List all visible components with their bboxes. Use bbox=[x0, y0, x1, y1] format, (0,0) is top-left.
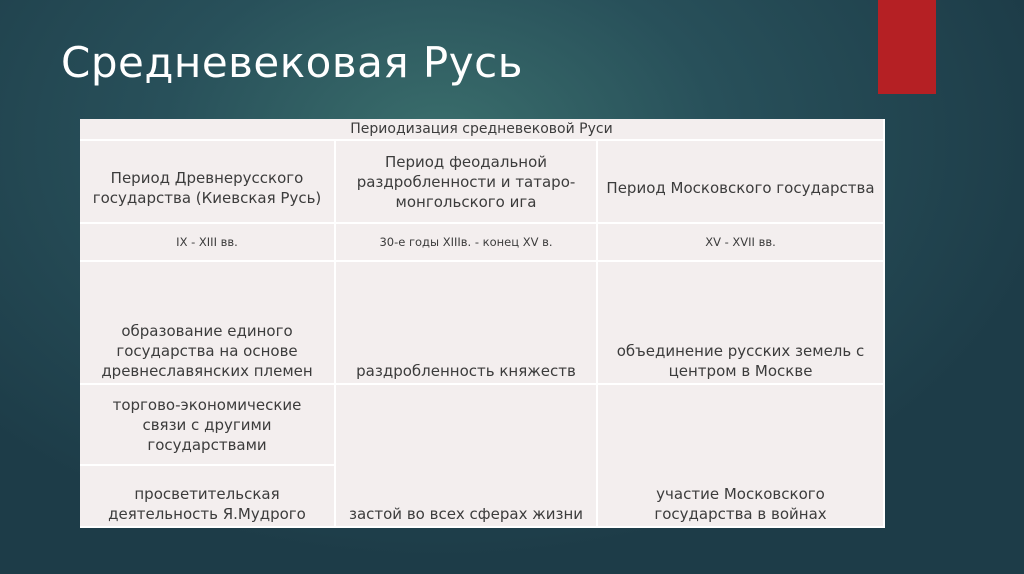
red-accent-bar bbox=[878, 0, 936, 94]
dates-moscow-cell bbox=[598, 224, 885, 262]
feature-kiev-3-cell bbox=[80, 466, 336, 528]
feature-moscow-wars: участие Московского государства в войнах bbox=[654, 485, 827, 523]
periodization-table bbox=[80, 119, 885, 528]
feature-kiev-enlightenment: просветительская деятельность Я.Мудрого bbox=[108, 485, 306, 523]
period-feudal-cell bbox=[336, 141, 598, 224]
period-feudal: Период феодальной раздробленности и татаро-монгольского ига bbox=[356, 152, 576, 211]
feature-feudal-1-cell bbox=[336, 262, 598, 385]
period-moscow: Период Московского государства bbox=[606, 178, 875, 197]
feature-kiev-trade: торгово-экономические связи с другими государствами bbox=[112, 395, 302, 454]
dates-kiev: IX - XIII вв. bbox=[176, 235, 238, 249]
feature-feudal-fragmentation: раздробленность княжеств bbox=[356, 362, 576, 380]
dates-feudal: 30-е годы XIIIв. - конец XV в. bbox=[379, 235, 553, 249]
period-moscow-cell bbox=[598, 141, 885, 224]
period-kiev-cell bbox=[80, 141, 336, 224]
feature-kiev-1-cell bbox=[80, 262, 336, 385]
feature-kiev-2-cell bbox=[80, 385, 336, 466]
period-kiev: Период Древнерусского государства (Киевская Русь) bbox=[92, 168, 322, 207]
feature-moscow-unification: объединение русских земель с центром в Москве bbox=[616, 342, 865, 380]
dates-moscow: XV - XVII вв. bbox=[705, 235, 776, 249]
feature-feudal-2-cell bbox=[336, 385, 598, 528]
feature-moscow-1-cell bbox=[598, 262, 885, 385]
dates-kiev-cell bbox=[80, 224, 336, 262]
table-caption bbox=[80, 119, 885, 141]
feature-feudal-stagnation: застой во всех сферах жизни bbox=[348, 505, 584, 523]
dates-feudal-cell bbox=[336, 224, 598, 262]
feature-kiev-state-formation: образование единого государства на основе древнеславянских племен bbox=[101, 322, 313, 380]
feature-moscow-2-cell bbox=[598, 385, 885, 528]
slide-title: Средневековая Русь bbox=[61, 38, 523, 87]
table-caption-text: Периодизация средневековой Руси bbox=[350, 121, 613, 137]
